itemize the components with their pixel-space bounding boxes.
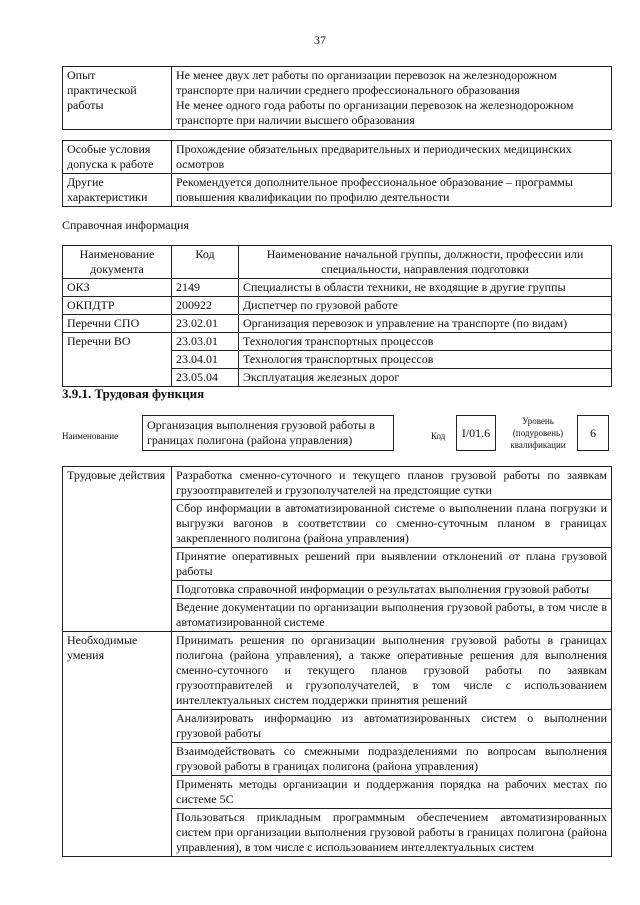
name-cell: Эксплуатация железных дорог bbox=[239, 369, 612, 387]
condition-label: Особые условия допуска к работе bbox=[63, 141, 172, 174]
table-row bbox=[63, 581, 612, 599]
table-row bbox=[63, 174, 612, 207]
code-cell: 23.02.01 bbox=[172, 315, 239, 333]
code-cell: 2149 bbox=[172, 279, 239, 297]
skill-item: Принимать решения по организации выполнения грузовой работы в границах полигона (района управления), а также оперативные решения для выполнения сменно-суточного и текущего планов грузовой работы по заявкам грузоотправителей и грузополучателей, в том числе с использованием интеллектуальных систем поддержки принятия решений bbox=[172, 632, 612, 710]
function-code-box: I/01.6 bbox=[456, 415, 496, 451]
group-label-spacer bbox=[63, 743, 172, 776]
actions-table bbox=[62, 466, 612, 857]
table-row bbox=[63, 297, 612, 315]
table-row bbox=[63, 548, 612, 581]
table-row bbox=[63, 315, 612, 333]
table-row bbox=[63, 500, 612, 548]
skill-item: Взаимодействовать со смежными подразделениями по вопросам выполнения грузовой работы в границах полигона (района управления) bbox=[172, 743, 612, 776]
table-row bbox=[63, 809, 612, 857]
code-cell: 23.04.01 bbox=[172, 351, 239, 369]
name-cell: Организация перевозок и управление на транспорте (по видам) bbox=[239, 315, 612, 333]
experience-label: Опыт практической работы bbox=[63, 67, 172, 130]
skill-item: Применять методы организации и поддержания порядка на рабочих местах по системе 5С bbox=[172, 776, 612, 809]
code-cell: 23.05.04 bbox=[172, 369, 239, 387]
group-label-spacer bbox=[63, 776, 172, 809]
skill-item: Пользоваться прикладным программным обеспечением автоматизированных систем при организации выполнения грузовой работы в границах полигона (района управления), в том числе с использованием интеллектуальных систем bbox=[172, 809, 612, 857]
name-cell: Технология транспортных процессов bbox=[239, 333, 612, 351]
action-item: Подготовка справочной информации о результатах выполнения грузовой работы bbox=[172, 581, 612, 599]
name-cell: Диспетчер по грузовой работе bbox=[239, 297, 612, 315]
table-row bbox=[63, 776, 612, 809]
table-row bbox=[63, 333, 612, 351]
table-row bbox=[63, 632, 612, 710]
reference-table bbox=[62, 245, 612, 387]
table-row bbox=[63, 743, 612, 776]
action-item: Разработка сменно-суточного и текущего планов грузовой работы по заявкам грузоотправителей и грузополучателей на предстоящие сутки bbox=[172, 467, 612, 500]
group-label-spacer bbox=[63, 599, 172, 632]
table-row bbox=[63, 141, 612, 174]
condition-text: Прохождение обязательных предварительных и периодических медицинских осмотров bbox=[172, 141, 612, 174]
group-label: Трудовые действия bbox=[63, 467, 172, 500]
table-row bbox=[63, 710, 612, 743]
group-label: Необходимые умения bbox=[63, 632, 172, 710]
action-item: Ведение документации по организации выполнения грузовой работы, в том числе в автоматизированной системе bbox=[172, 599, 612, 632]
column-header: Наименование документа bbox=[63, 246, 172, 279]
doc-cell: Перечни ВО bbox=[63, 333, 172, 387]
condition-label: Другие характеристики bbox=[63, 174, 172, 207]
doc-cell: ОКЗ bbox=[63, 279, 172, 297]
table-header-row bbox=[63, 246, 612, 279]
function-code-label: Код bbox=[431, 431, 446, 441]
condition-text: Рекомендуется дополнительное профессиональное образование – программы повышения квалификации по профилю деятельности bbox=[172, 174, 612, 207]
column-header: Код bbox=[172, 246, 239, 279]
conditions-table bbox=[62, 140, 612, 207]
function-row bbox=[62, 415, 612, 455]
level-box: 6 bbox=[577, 415, 609, 451]
group-label-spacer bbox=[63, 581, 172, 599]
experience-line: Не менее двух лет работы по организации перевозок на железнодорожном транспорте при наличии среднего профессионального образования bbox=[176, 68, 557, 97]
group-label-spacer bbox=[63, 809, 172, 857]
code-cell: 23.03.01 bbox=[172, 333, 239, 351]
group-label-spacer bbox=[63, 548, 172, 581]
reference-caption: Справочная информация bbox=[62, 218, 189, 232]
function-name-label: Наименование bbox=[62, 431, 119, 441]
action-item: Принятие оперативных решений при выявлении отклонений от плана грузовой работы bbox=[172, 548, 612, 581]
doc-cell: Перечни СПО bbox=[63, 315, 172, 333]
group-label-spacer bbox=[63, 710, 172, 743]
skill-item: Анализировать информацию из автоматизированных систем о выполнении грузовой работы bbox=[172, 710, 612, 743]
experience-table bbox=[62, 66, 612, 130]
experience-line: Не менее одного года работы по организации перевозок на железнодорожном транспорте при наличии высшего образования bbox=[176, 98, 574, 127]
table-row bbox=[63, 279, 612, 297]
column-header: Наименование начальной группы, должности, профессии или специальности, направления подготовки bbox=[239, 246, 612, 279]
name-cell: Специалисты в области техники, не входящие в другие группы bbox=[239, 279, 612, 297]
section-heading: 3.9.1. Трудовая функция bbox=[62, 386, 205, 401]
group-label-spacer bbox=[63, 500, 172, 548]
level-label: Уровень (подуровень) квалификации bbox=[510, 416, 566, 450]
name-cell: Технология транспортных процессов bbox=[239, 351, 612, 369]
table-row bbox=[63, 467, 612, 500]
page-number: 37 bbox=[314, 33, 326, 47]
code-cell: 200922 bbox=[172, 297, 239, 315]
function-name-box: Организация выполнения грузовой работы в границах полигона (района управления) bbox=[142, 415, 394, 451]
experience-text bbox=[172, 67, 612, 130]
table-row bbox=[63, 599, 612, 632]
doc-cell: ОКПДТР bbox=[63, 297, 172, 315]
action-item: Сбор информации в автоматизированной системе о выполнении плана погрузки и выгрузки вагонов в соответствии со сменно-суточным планом в границах закрепленного полигона (района управления) bbox=[172, 500, 612, 548]
